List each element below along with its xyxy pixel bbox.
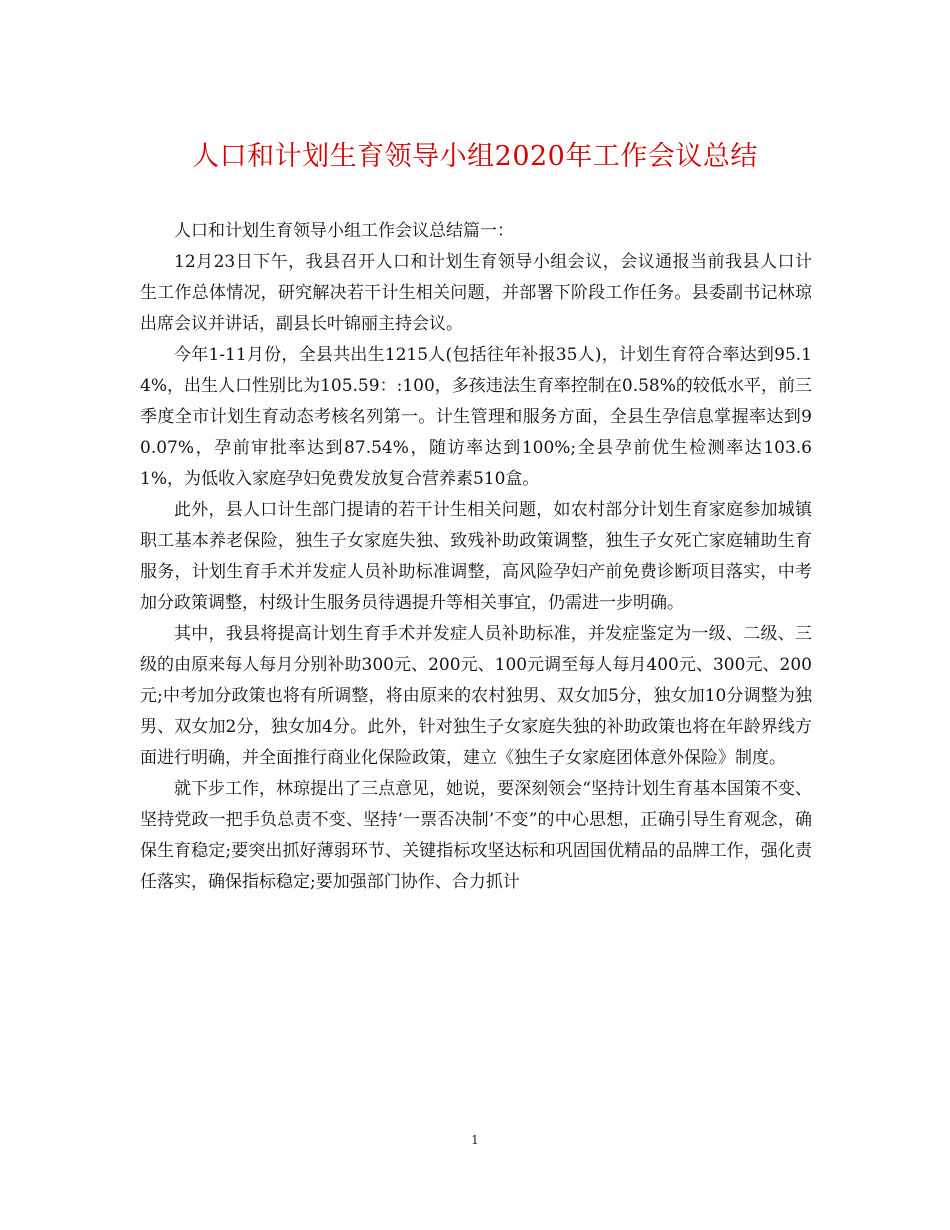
- paragraph: 今年1-11月份，全县共出生1215人(包括往年补报35人)，计划生育符合率达到95.14%，出生人口性别比为105.59：:100，多孩违法生育率控制在0.58%的较低水平，前三季度全市计划生育动态考核名列第一。计生管理和服务方面，全县生孕信息掌握率达到90.07%，孕前审批率达到87.54%，随访率达到100%;全县孕前优生检测率达103.61%，为低收入家庭孕妇免费发放复合营养素510盒。: [140, 345, 812, 489]
- paragraph: 12月23日下午，我县召开人口和计划生育领导小组会议，会议通报当前我县人口计生工作总体情况，研究解决若干计生相关问题，并部署下阶段工作任务。县委副书记林琼出席会议并讲话，副县长叶锦丽主持会议。: [140, 252, 812, 334]
- document-title: 人口和计划生育领导小组2020年工作会议总结: [192, 141, 758, 172]
- document-body: [140, 216, 812, 898]
- paragraph-heading: 人口和计划生育领导小组工作会议总结篇一：: [174, 221, 514, 241]
- page-number: 1: [471, 1133, 479, 1147]
- paragraph: 就下步工作，林琼提出了三点意见，她说，要深刻领会“坚持计划生育基本国策不变、坚持党政一把手负总责不变、坚持‘一票否决制’不变”的中心思想，正确引导生育观念，确保生育稳定;要突出抓好薄弱环节、关键指标攻坚达标和巩固国优精品的品牌工作，强化责任落实，确保指标稳定;要加强部门协作、合力抓计: [140, 779, 812, 892]
- paragraph: 其中，我县将提高计划生育手术并发症人员补助标准，并发症鉴定为一级、二级、三级的由原来每人每月分别补助300元、200元、100元调至每人每月400元、300元、200元;中考加分政策也将有所调整，将由原来的农村独男、双女加5分，独女加10分调整为独男、双女加2分，独女加4分。此外，针对独生子女家庭失独的补助政策也将在年龄界线方面进行明确，并全面推行商业化保险政策，建立《独生子女家庭团体意外保险》制度。: [140, 624, 812, 768]
- paragraph: 此外，县人口计生部门提请的若干计生相关问题，如农村部分计划生育家庭参加城镇职工基本养老保险，独生子女家庭失独、致残补助政策调整，独生子女死亡家庭辅助生育服务，计划生育手术并发症人员补助标准调整，高风险孕妇产前免费诊断项目落实，中考加分政策调整，村级计生服务员待遇提升等相关事宜，仍需进一步明确。: [140, 500, 812, 613]
